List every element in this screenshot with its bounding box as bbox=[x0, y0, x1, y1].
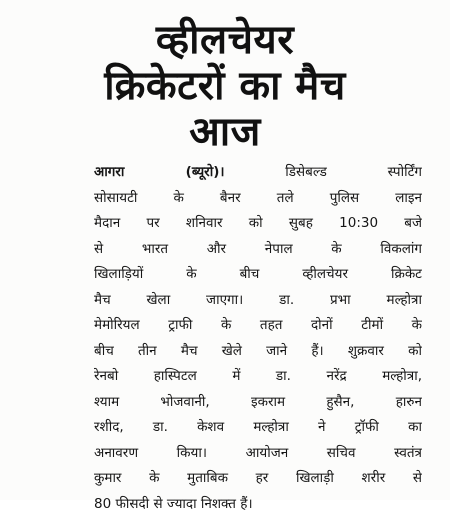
body-line-11: रशीद, डा. केशव मल्होत्रा ने ट्रॉफी का bbox=[94, 415, 422, 441]
body-line-9: रेनबो हास्पिटल में डा. नरेंद्र मल्होत्रा, bbox=[94, 364, 422, 390]
body-line-13: कुमार के मुताबिक हर खिलाड़ी शरीर से bbox=[94, 466, 422, 492]
body-line-1 bbox=[94, 160, 422, 186]
body-line-1-text: डिसेबल्ड स्पोर्टिंग bbox=[224, 164, 422, 180]
headline-line-1: व्हीलचेयर bbox=[0, 16, 450, 64]
body-line-8: बीच तीन मैच खेले जाने हैं। शुक्रवार को bbox=[94, 339, 422, 365]
headline-line-3: आज bbox=[0, 108, 450, 156]
body-line-14: 80 फीसदी से ज्यादा निशक्त हैं। bbox=[94, 492, 422, 517]
body-line-3: मैदान पर शनिवार को सुबह 10:30 बजे bbox=[94, 211, 422, 237]
headline-line-2: क्रिकेटरों का मैच bbox=[0, 62, 450, 110]
body-line-10: श्याम भोजवानी, इकराम हुसैन, हारुन bbox=[94, 390, 422, 416]
body-line-12: अनावरण किया। आयोजन सचिव स्वतंत्र bbox=[94, 441, 422, 467]
body-line-2: सोसायटी के बैनर तले पुलिस लाइन bbox=[94, 186, 422, 212]
body-line-6: मैच खेला जाएगा। डा. प्रभा मल्होत्रा bbox=[94, 288, 422, 314]
article-body bbox=[94, 160, 422, 517]
body-line-7: मेमोरियल ट्राफी के तहत दोनों टीमों के bbox=[94, 313, 422, 339]
dateline: आगरा (ब्यूरो)। bbox=[94, 164, 224, 180]
body-line-5: खिलाड़ियों के बीच व्हीलचेयर क्रिकेट bbox=[94, 262, 422, 288]
body-line-4: से भारत और नेपाल के विकलांग bbox=[94, 237, 422, 263]
